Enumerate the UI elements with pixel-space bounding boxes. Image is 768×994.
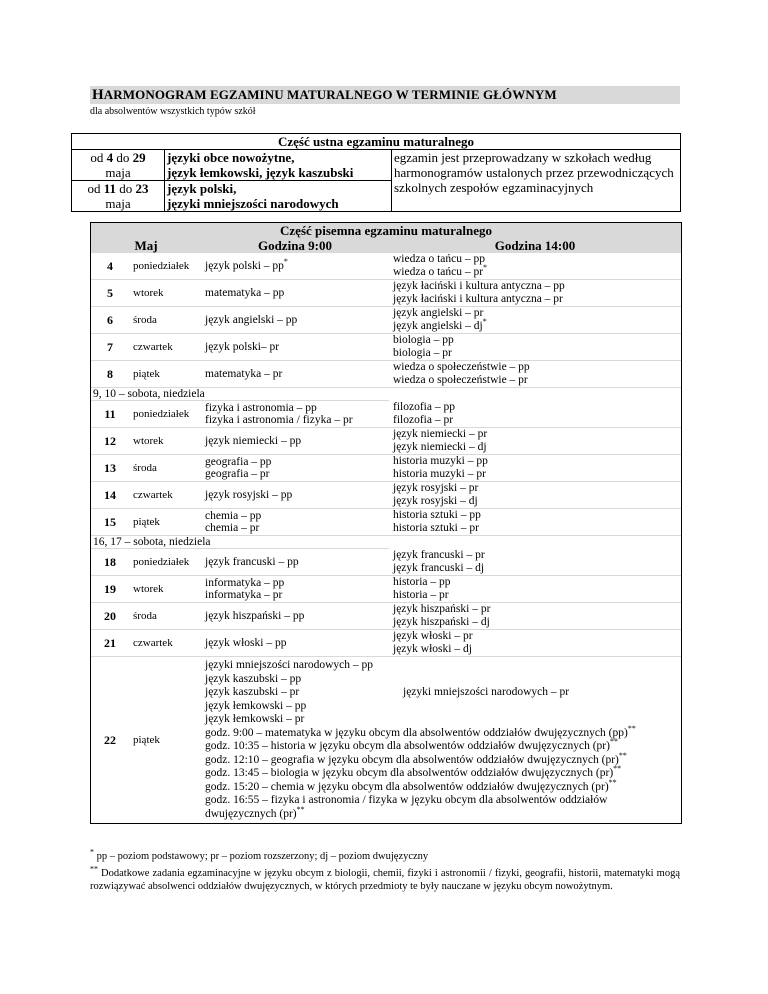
table-row	[91, 482, 681, 509]
morning-exam: język kaszubski – pr	[205, 686, 300, 698]
bilingual-exam: godz. 10:35 – historia w języku obcym dla absolwentów oddziałów dwujęzycznych (pr)**	[205, 737, 618, 752]
weekend-break-label: 9, 10 – sobota, niedziela	[91, 388, 389, 401]
page-subtitle: dla absolwentów wszystkich typów szkół	[90, 106, 256, 117]
day-number: 21	[91, 630, 129, 657]
table-row	[91, 361, 681, 388]
weekday: wtorek	[129, 280, 201, 307]
weekday: piątek	[129, 509, 201, 536]
table-row	[91, 576, 681, 603]
day-number: 22	[104, 732, 116, 747]
bilingual-exam: godz. 12:10 – geografia w języku obcym dla absolwentów oddziałów dwujęzycznych (pr)**	[205, 750, 627, 766]
weekday: czwartek	[129, 482, 201, 509]
afternoon-exam: biologia – pp biologia – pr	[389, 334, 681, 361]
weekday: poniedziałek	[129, 549, 201, 576]
weekend-break-label: 16, 17 – sobota, niedziela	[91, 536, 389, 549]
written-exam-table	[90, 222, 682, 824]
table-row	[91, 280, 681, 307]
day-number: 5	[91, 280, 129, 307]
morning-exam: języki mniejszości narodowych – pp	[205, 659, 373, 671]
morning-exam: chemia – pp chemia – pr	[201, 509, 389, 536]
col-month: Maj	[134, 238, 158, 253]
afternoon-exam: język francuski – pr język francuski – dj	[389, 549, 681, 576]
day-number: 6	[91, 307, 129, 334]
table-row	[91, 455, 681, 482]
col-morning: Godzina 9:00	[257, 238, 333, 253]
weekday: piątek	[129, 361, 201, 388]
weekday: czwartek	[129, 630, 201, 657]
morning-exam: język niemiecki – pp	[201, 428, 389, 455]
afternoon-exam: historia muzyki – pp historia muzyki – pr	[389, 455, 681, 482]
afternoon-exam: język łaciński i kultura antyczna – pp język łaciński i kultura antyczna – pr	[389, 280, 681, 307]
morning-exam: język łemkowski – pp	[205, 699, 307, 712]
day-number: 13	[91, 455, 129, 482]
friday-exams	[201, 657, 681, 824]
footnotes	[90, 847, 680, 897]
weekday: wtorek	[129, 428, 201, 455]
bilingual-exam: godz. 16:55 – fizyka i astronomia / fizyka w języku obcym dla absolwentów oddziałów dwujęzycznych (pr)**	[205, 794, 608, 820]
afternoon-exam: wiedza o tańcu – pp wiedza o tańcu – pr*	[389, 253, 681, 280]
afternoon-exam: filozofia – pp filozofia – pr	[389, 401, 681, 428]
oral-date: od 11 do 23 maja	[72, 181, 165, 212]
morning-exam: język rosyjski – pp	[201, 482, 389, 509]
day-number: 7	[91, 334, 129, 361]
table-row	[91, 549, 681, 576]
table-row	[91, 428, 681, 455]
morning-exam: język polski – pp*	[201, 253, 389, 280]
table-row	[72, 150, 681, 181]
oral-date: od 4 do 29 maja	[72, 150, 165, 181]
morning-exam: geografia – pp geografia – pr	[201, 455, 389, 482]
morning-exam: język łemkowski – pr	[205, 713, 305, 725]
header	[90, 86, 680, 117]
afternoon-exam: język angielski – pr język angielski – dj*	[389, 307, 681, 334]
weekend-break-row	[91, 388, 681, 401]
table-row	[91, 603, 681, 630]
morning-exam: język hiszpański – pp	[201, 603, 389, 630]
weekend-break-row	[91, 536, 681, 549]
table-row	[91, 334, 681, 361]
weekday: środa	[129, 307, 201, 334]
afternoon-exam: język rosyjski – pr język rosyjski – dj	[389, 482, 681, 509]
page-title: HARMONOGRAM EGZAMINU MATURALNEGO W TERMINIE GŁÓWNYM	[90, 86, 680, 104]
oral-info: egzamin jest przeprowadzany w szkołach według harmonogramów ustalonych przez przewodniczących szkolnych zespołów egzaminacyjnych	[392, 150, 681, 212]
morning-exam: fizyka i astronomia – pp fizyka i astronomia / fizyka – pr	[201, 401, 389, 428]
day-number: 19	[91, 576, 129, 603]
written-exam-title: Część pisemna egzaminu maturalnego	[280, 223, 492, 238]
morning-exam: język kaszubski – pp	[205, 672, 302, 685]
morning-exam: matematyka – pr	[201, 361, 389, 388]
table-row	[91, 509, 681, 536]
weekday: środa	[129, 455, 201, 482]
morning-exam: język polski– pr	[201, 334, 389, 361]
afternoon-exam: język włoski – pr język włoski – dj	[389, 630, 681, 657]
afternoon-exam: języki mniejszości narodowych – pr	[403, 686, 570, 698]
col-afternoon: Godzina 14:00	[494, 238, 576, 253]
oral-exam-table	[71, 133, 681, 212]
morning-exam: język angielski – pp	[201, 307, 389, 334]
day-number: 8	[91, 361, 129, 388]
morning-exam: matematyka – pp	[201, 280, 389, 307]
afternoon-exam: historia sztuki – pp historia sztuki – pr	[389, 509, 681, 536]
table-row	[91, 253, 681, 280]
day-number: 18	[91, 549, 129, 576]
footnote-levels: * pp – poziom podstawowy; pr – poziom rozszerzony; dj – poziom dwujęzyczny	[90, 847, 429, 862]
bilingual-exam: godz. 9:00 – matematyka w języku obcym dla absolwentów oddziałów dwujęzycznych (pp)**	[205, 723, 636, 739]
day-number: 15	[91, 509, 129, 536]
oral-languages: język polski, języki mniejszości narodowych	[165, 181, 392, 212]
weekday: wtorek	[129, 576, 201, 603]
table-row	[91, 307, 681, 334]
bilingual-exam: godz. 13:45 – biologia w języku obcym dla absolwentów oddziałów dwujęzycznych (pr)**	[205, 764, 622, 779]
weekday: poniedziałek	[129, 253, 201, 280]
bilingual-exam: godz. 15:20 – chemia w języku obcym dla absolwentów oddziałów dwujęzycznych (pr)**	[205, 777, 617, 793]
table-row	[91, 657, 681, 824]
table-row	[91, 630, 681, 657]
day-number: 4	[91, 253, 129, 280]
afternoon-exam: wiedza o społeczeństwie – pp wiedza o społeczeństwie – pr	[389, 361, 681, 388]
weekday: środa	[129, 603, 201, 630]
oral-exam-title: Część ustna egzaminu maturalnego	[72, 134, 681, 150]
table-row	[91, 401, 681, 428]
weekday: poniedziałek	[129, 401, 201, 428]
weekday: czwartek	[129, 334, 201, 361]
day-number: 14	[91, 482, 129, 509]
weekday: piątek	[133, 734, 160, 746]
morning-exam: język francuski – pp	[201, 549, 389, 576]
day-number: 12	[91, 428, 129, 455]
afternoon-exam: historia – pp historia – pr	[389, 576, 681, 603]
oral-languages: języki obce nowożytne, język łemkowski, język kaszubski	[165, 150, 392, 181]
day-number: 20	[91, 603, 129, 630]
morning-exam: język włoski – pp	[201, 630, 389, 657]
afternoon-exam: język niemiecki – pr język niemiecki – dj	[389, 428, 681, 455]
morning-exam: informatyka – pp informatyka – pr	[201, 576, 389, 603]
footnote-bilingual: ** Dodatkowe zadania egzaminacyjne w języku obcym z biologii, chemii, fizyki i astronomii / fizyki, geografii, historii, matematyki mogą rozwiązywać absolwenci oddziałów dwujęzycznych, w których przedmioty te były nauczane w języku obcym nowożytnym.	[90, 864, 680, 892]
day-number: 11	[91, 401, 129, 428]
afternoon-exam: język hiszpański – pr język hiszpański – dj	[389, 603, 681, 630]
